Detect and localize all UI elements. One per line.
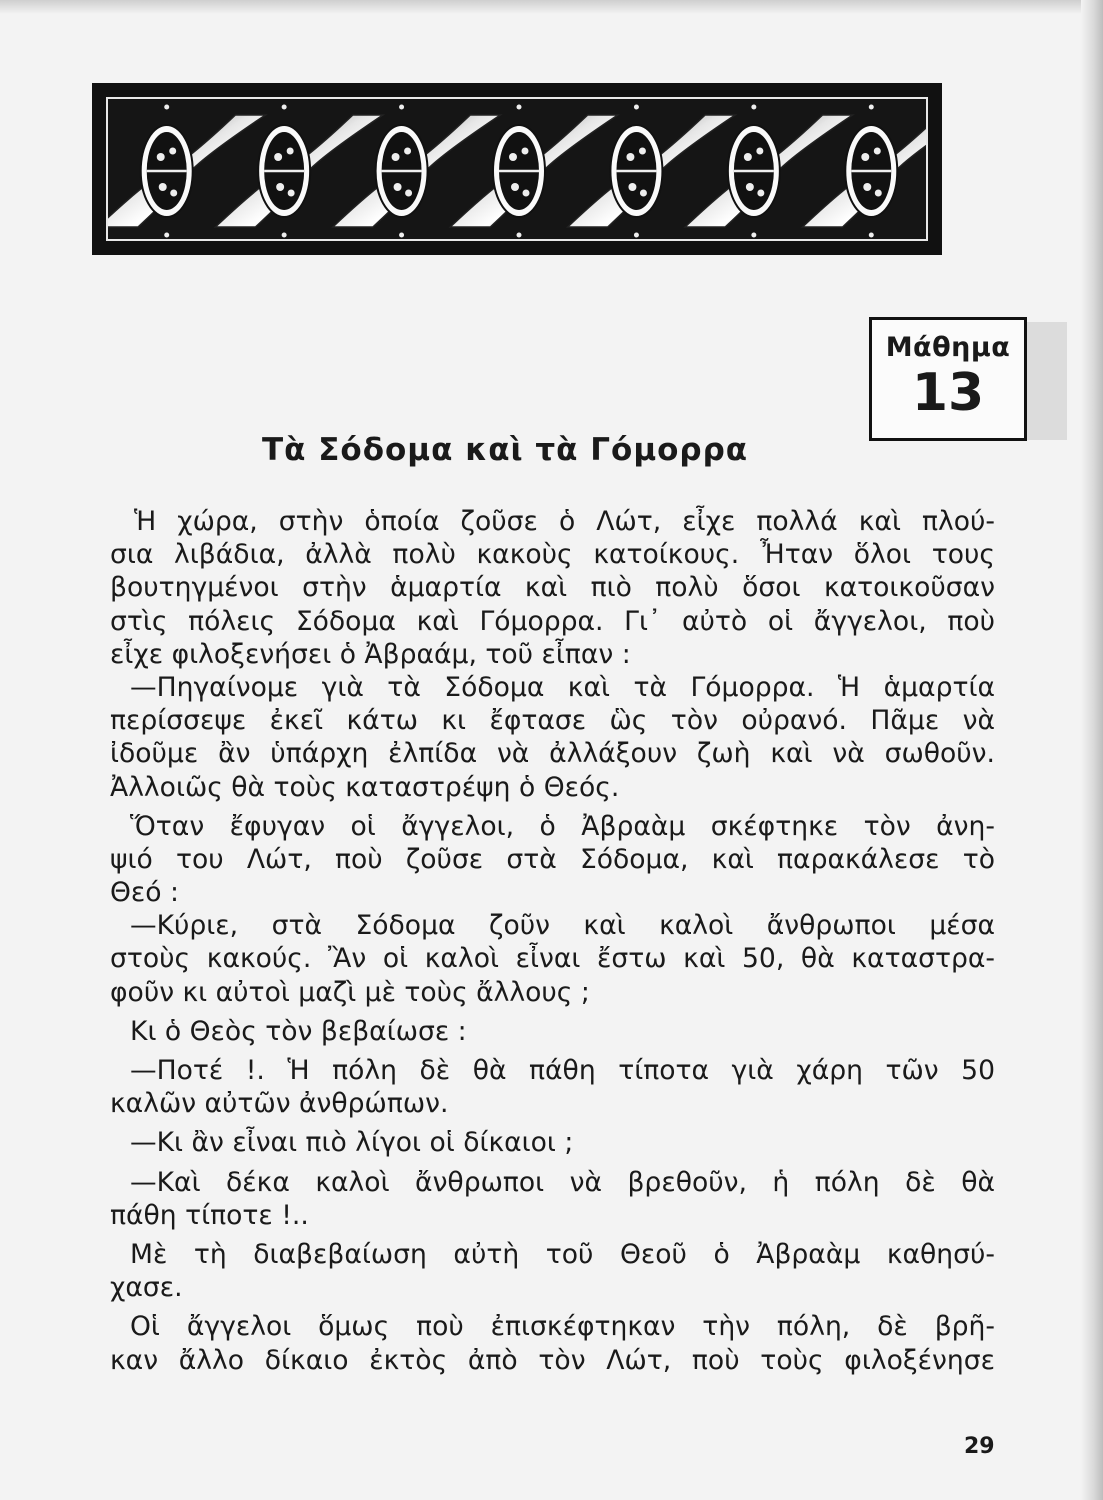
border-dot [282,233,287,238]
eye-dot [392,153,400,161]
text-line: πάθη τίποτε !.. [110,1199,309,1231]
lesson-badge [869,317,1027,441]
lesson-number: 13 [911,363,985,423]
eye-dot [157,153,165,161]
eye-dot [875,190,882,197]
page-edge-right [1081,0,1103,1500]
eye-dot [746,183,754,191]
eye-dot [405,190,412,197]
eye-dot [874,148,881,155]
text-line: Ἀλλοιῶς θὰ τοὺς καταστρέψη ὁ Θεός. [110,771,620,803]
eye-dot [287,148,294,155]
eye-dot [628,183,636,191]
eye-dot [170,190,177,197]
eye-dot [509,153,517,161]
page-title: Τὰ Σόδομα καὶ τὰ Γόμορρα [262,432,749,468]
eye-dot [276,183,284,191]
lesson-box-shadow [1027,322,1067,440]
lesson-label: Μάθημα [885,332,1011,363]
border-dot [869,105,874,110]
eye-dot [511,183,519,191]
text-line: —Καὶ δέκα καλοὶ ἄνθρωποι νὰ βρεθοῦν, ἡ πόλη δὲ θὰ [130,1166,995,1198]
border-dot [164,105,169,110]
body-text [110,505,995,1377]
border-dot [517,105,522,110]
text-line: —Ποτέ !. Ἡ πόλη δὲ θὰ πάθη τίποτα γιὰ χάρη τῶν 50 [130,1055,995,1086]
border-dot [751,105,756,110]
eye-dot [394,183,402,191]
text-line: σια λιβάδια, ἀλλὰ πολὺ κακοὺς κατοίκους. Ἦταν ὅλοι τους [110,539,995,571]
text-line: Ἡ χώρα, στὴν ὁποία ζοῦσε ὁ Λώτ, εἶχε πολλά καὶ πλού- [134,506,995,537]
eye-dot [640,190,647,197]
border-dot [517,233,522,238]
text-line: Κι ὁ Θεὸς τὸν βεβαίωσε : [130,1015,467,1047]
text-line: στοὺς κακούς. Ἂν οἱ καλοὶ εἶναι ἔστω καὶ 50, θὰ καταστρα- [110,943,995,975]
ornament-inner-frame [106,97,928,241]
eye-dot [288,190,295,197]
eye-dot [863,183,871,191]
text-line: περίσσεψε ἐκεῖ κάτω κι ἔφτασε ὣς τὸν οὐρανό. Πᾶμε νὰ [110,705,995,737]
eye-dot [626,153,634,161]
eye-dot [861,153,869,161]
border-dot [751,233,756,238]
text-line: καλῶν αὐτῶν ἀνθρώπων. [110,1088,449,1120]
text-line: φοῦν κι αὐτοὶ μαζὶ μὲ τοὺς ἄλλους ; [110,976,590,1008]
text-line: —Κύριε, στὰ Σόδομα ζοῦν καὶ καλοὶ ἄνθρωποι μέσα [130,910,995,942]
text-line: Οἱ ἄγγελοι ὅμως ποὺ ἐπισκέφτηκαν τὴν πόλη, δὲ βρῆ- [130,1311,995,1343]
text-line: —Κι ἂν εἶναι πιὸ λίγοι οἱ δίκαιοι ; [130,1127,574,1159]
eye-dot [274,153,282,161]
border-dot [164,233,169,238]
border-dot [634,233,639,238]
border-dot [869,233,874,238]
text-line: βουτηγμένοι στὴν ἁμαρτία καὶ πιὸ πολὺ ὅσοι κατοικοῦσαν [110,572,995,604]
text-line: εἶχε φιλοξενήσει ὁ Ἀβραάμ, τοῦ εἶπαν : [110,638,631,670]
text-line: στὶς πόλεις Σόδομα καὶ Γόμορρα. Γι᾽ αὐτὸ οἱ ἄγγελοι, ποὺ [110,605,995,637]
border-dot [399,233,404,238]
twisted-rope-ornament [108,99,928,241]
text-line: Μὲ τὴ διαβεβαίωση αὐτὴ τοῦ Θεοῦ ὁ Ἀβραὰμ καθησύ- [130,1238,995,1270]
eye-dot [404,148,411,155]
ornamental-band [92,83,942,255]
text-line: καν ἄλλο δίκαιο ἐκτὸς ἀπὸ τὸν Λώτ, ποὺ τοὺς φιλοξένησε [110,1344,995,1376]
page-edge-top [0,0,1103,14]
eye-dot [169,148,176,155]
eye-dot [756,148,763,155]
eye-dot [639,148,646,155]
text-line: —Πηγαίνομε γιὰ τὰ Σόδομα καὶ τὰ Γόμορρα. Ἡ ἁμαρτία [130,671,995,703]
eye-dot [744,153,752,161]
border-dot [399,105,404,110]
text-line: Θεό : [110,877,179,909]
text-line: ἰδοῦμε ἂν ὑπάρχη ἐλπίδα νὰ ἀλλάξουν ζωὴ καὶ νὰ σωθοῦν. [110,738,995,770]
border-dot [282,105,287,110]
border-dot [634,105,639,110]
eye-dot [757,190,764,197]
eye-dot [159,183,167,191]
eye-dot [523,190,530,197]
page-number: 29 [964,1434,995,1459]
text-line: χασε. [110,1272,183,1304]
eye-dot [522,148,529,155]
text-line: Ὅταν ἔφυγαν οἱ ἄγγελοι, ὁ Ἀβραὰμ σκέφτηκε τὸν ἀνη- [130,810,995,842]
text-line: ψιό του Λώτ, ποὺ ζοῦσε στὰ Σόδομα, καὶ παρακάλεσε τὸ [110,843,995,875]
